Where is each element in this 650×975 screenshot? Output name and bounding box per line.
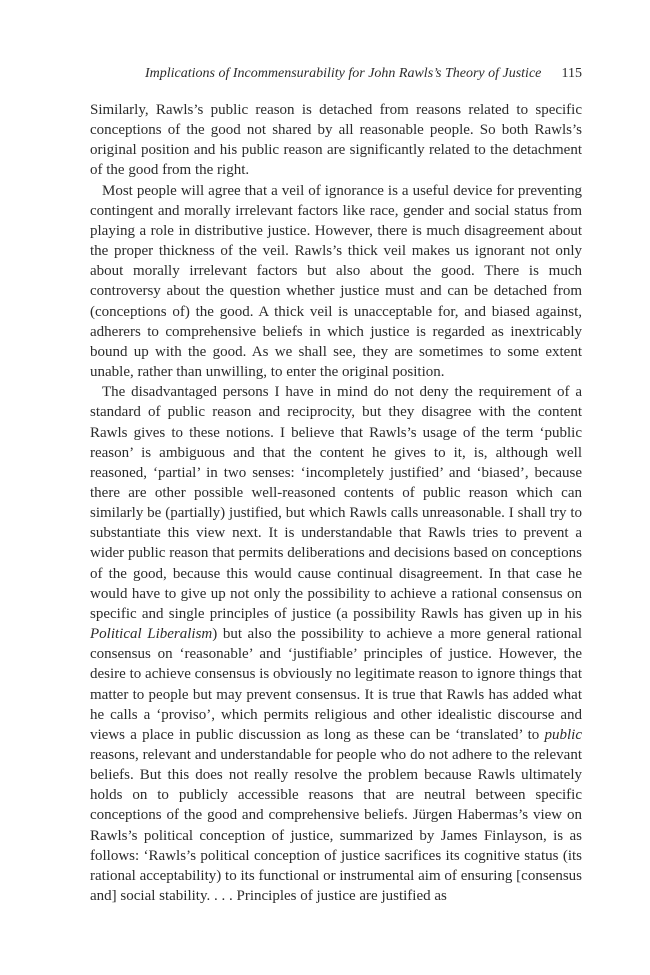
body-text xyxy=(90,100,582,906)
emphasis-public: public xyxy=(544,726,582,743)
running-header xyxy=(90,66,582,86)
paragraph-2: Most people will agree that a veil of ignorance is a useful device for preventing contingent and morally irrelevant factors like race, gender and social status from playing a role in distributive justice. However, there is much disagreement about the proper thickness of the veil. Rawls’s thick veil makes us ignorant not only about morally irrelevant factors but also about the good. There is much controversy about the question whether justice must and can be detached from (conceptions of) the good. A thick veil is unacceptable for, and biased against, adherers to comprehensive beliefs in which justice is regarded as inextricably bound up with the good. As we shall see, they are sometimes to some extent unable, rather than unwilling, to enter the original position. xyxy=(90,182,582,381)
paragraph-3-part-3: reasons, relevant and understandable for people who do not adhere to the relevant beliefs. But this does not really resolve the problem because Rawls ultimately holds on to publicly accessible reasons that are neutral between specific conceptions of the good and comprehensive beliefs. Jürgen Habermas’s view on Rawls’s political conception of justice, summarized by James Finlayson, is as follows: ‘Rawls’s political conception of justice sacrifices its cognitive status (its rational acceptability) to its functional or instrumental aim of ensuring [consensus and] social stability. . . . Principles of justice are justified as xyxy=(90,747,582,905)
running-title: Implications of Incommensurability for John Rawls’s Theory of Justice xyxy=(145,66,542,81)
paragraph-1: Similarly, Rawls’s public reason is detached from reasons related to specific conceptions of the good not shared by all reasonable people. So both Rawls’s original position and his public reason are significantly related to the detachment of the good from the right. xyxy=(90,102,582,179)
page-number: 115 xyxy=(561,66,582,81)
book-title-political-liberalism: Political Liberalism xyxy=(90,626,213,643)
paragraph-3-part-1: The disadvantaged persons I have in mind do not deny the requirement of a standard of public reason and reciprocity, but they disagree with the content Rawls gives to these notions. I believe that Rawls’s usage of the term ‘public reason’ is ambiguous and that the content he gives to it, is, although well reasoned, ‘partial’ in two senses: ‘incompletely justified’ and ‘biased’, because there are other possible well-reasoned contents of public reason which can similarly be (partially) justified, but which Rawls calls unreasonable. I shall try to substantiate this view next. It is understandable that Rawls tries to prevent a wider public reason that permits deliberations and decisions based on conceptions of the good, because this would cause continual disagreement. In that case he would have to give up not only the possibility to achieve a rational consensus on specific and single principles of justice (a possibility Rawls has given up in his xyxy=(90,384,582,622)
paragraph-3-part-2: ) but also the possibility to achieve a more general rational consensus on ‘reasonable’ and ‘justifiable’ principles of justice. However, the desire to achieve consensus is obviously no legitimate reason to ignore things that matter to people but may prevent consensus. It is true that Rawls has added what he calls a ‘proviso’, which permits religious and other idealistic discourse and views a place in public discussion as long as these can be ‘translated’ to xyxy=(90,626,583,743)
paragraph-3 xyxy=(90,382,582,906)
